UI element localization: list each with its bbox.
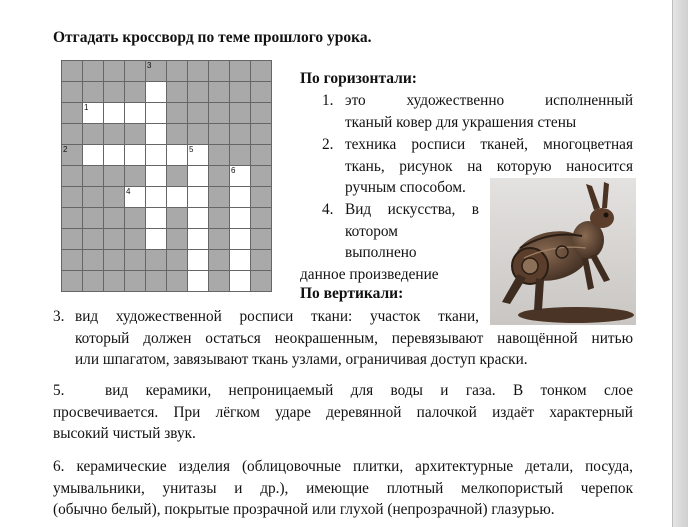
crossword-open-cell — [230, 187, 251, 208]
crossword-filled-cell — [104, 229, 125, 250]
crossword-open-cell — [83, 103, 104, 124]
crossword-open-cell — [125, 187, 146, 208]
crossword-filled-cell — [251, 250, 272, 271]
crossword-filled-cell — [62, 229, 83, 250]
crossword-filled-cell — [251, 145, 272, 166]
clue-2-line-3: ручным способом. — [345, 179, 466, 196]
crossword-filled-cell — [209, 61, 230, 82]
clue-number-label: 5 — [189, 145, 194, 154]
crossword-filled-cell — [188, 82, 209, 103]
crossword-filled-cell — [209, 250, 230, 271]
crossword-filled-cell — [167, 229, 188, 250]
crossword-open-cell — [230, 271, 251, 292]
horizontal-heading: По горизонтали: — [300, 70, 417, 87]
sculpture-photo — [490, 178, 636, 325]
crossword-filled-cell — [62, 103, 83, 124]
crossword-filled-cell — [251, 61, 272, 82]
crossword-filled-cell — [209, 103, 230, 124]
crossword-filled-cell — [83, 61, 104, 82]
crossword-filled-cell — [167, 61, 188, 82]
clue-5-number: 5. — [53, 382, 65, 399]
crossword-filled-cell — [209, 166, 230, 187]
crossword-filled-cell — [83, 250, 104, 271]
crossword-open-cell — [146, 187, 167, 208]
vertical-heading: По вертикали: — [300, 285, 404, 302]
crossword-filled-cell — [125, 61, 146, 82]
crossword-open-cell — [230, 208, 251, 229]
crossword-open-cell — [146, 208, 167, 229]
crossword-filled-cell — [125, 271, 146, 292]
crossword-filled-cell — [167, 250, 188, 271]
crossword-filled-cell — [125, 208, 146, 229]
crossword-filled-cell — [251, 187, 272, 208]
clue-6-line-1: 6. керамические изделия (облицовочные плитки, архитектурные детали, посуда, — [53, 458, 633, 475]
clue-3-line-2: который должен остаться неокрашенным, перевязывают навощённой нитью — [75, 330, 633, 347]
crossword-filled-cell — [251, 229, 272, 250]
crossword-filled-cell — [104, 187, 125, 208]
crossword-filled-cell — [209, 82, 230, 103]
clue-1-line-1: это художественно исполненный — [345, 92, 633, 109]
clue-5-line-2: просвечивается. При лёгком ударе деревянной палочкой издаёт характерный — [53, 404, 633, 421]
crossword-filled-cell — [230, 103, 251, 124]
crossword-filled-cell — [104, 82, 125, 103]
crossword-filled-cell — [251, 124, 272, 145]
crossword-filled-cell — [125, 124, 146, 145]
crossword-open-cell — [146, 103, 167, 124]
clue-5-line-1: вид керамики, непроницаемый для воды и газа. В тонком слое — [105, 382, 633, 399]
crossword-filled-cell — [167, 271, 188, 292]
clue-1-number: 1. — [322, 92, 334, 109]
crossword-open-cell — [188, 145, 209, 166]
crossword-filled-cell — [251, 271, 272, 292]
clue-3-number: 3. — [53, 308, 65, 325]
crossword-open-cell — [188, 250, 209, 271]
crossword-filled-cell — [125, 166, 146, 187]
crossword-filled-cell — [62, 187, 83, 208]
crossword-filled-cell — [209, 124, 230, 145]
crossword-filled-cell — [251, 166, 272, 187]
crossword-filled-cell — [167, 166, 188, 187]
crossword-filled-cell — [62, 208, 83, 229]
crossword-filled-cell — [83, 82, 104, 103]
clue-2-line-2: ткань, рисунок на которую наносится — [345, 158, 633, 175]
crossword-open-cell — [104, 103, 125, 124]
crossword-filled-cell — [146, 61, 167, 82]
crossword-open-cell — [146, 145, 167, 166]
crossword-open-cell — [188, 271, 209, 292]
crossword-filled-cell — [104, 61, 125, 82]
clue-number-label: 1 — [84, 103, 89, 112]
crossword-open-cell — [83, 145, 104, 166]
crossword-filled-cell — [209, 208, 230, 229]
crossword-filled-cell — [167, 124, 188, 145]
crossword-filled-cell — [83, 166, 104, 187]
crossword-filled-cell — [230, 145, 251, 166]
crossword-filled-cell — [167, 103, 188, 124]
crossword-open-cell — [188, 166, 209, 187]
crossword-filled-cell — [230, 82, 251, 103]
clue-number-label: 4 — [126, 187, 131, 196]
crossword-open-cell — [167, 187, 188, 208]
crossword-filled-cell — [104, 166, 125, 187]
crossword-filled-cell — [83, 208, 104, 229]
crossword-filled-cell — [125, 82, 146, 103]
crossword-open-cell — [188, 229, 209, 250]
clue-5-line-3: высокий чистый звук. — [53, 425, 196, 442]
crossword-filled-cell — [251, 103, 272, 124]
clue-6-line-3: (обычно белый), покрытые прозрачной или глухой (непрозрачной) глазурью. — [53, 501, 555, 518]
clue-1-line-2: тканый ковер для украшения стены — [345, 114, 577, 131]
crossword-filled-cell — [251, 82, 272, 103]
crossword-filled-cell — [188, 103, 209, 124]
crossword-open-cell — [146, 229, 167, 250]
crossword-filled-cell — [188, 124, 209, 145]
clue-number-label: 2 — [63, 145, 68, 154]
crossword-filled-cell — [62, 145, 83, 166]
crossword-filled-cell — [62, 250, 83, 271]
clue-number-label: 6 — [231, 166, 236, 175]
crossword-open-cell — [188, 208, 209, 229]
crossword-filled-cell — [104, 271, 125, 292]
clue-4-tail: данное произведение — [300, 266, 439, 283]
crossword-open-cell — [230, 250, 251, 271]
crossword-open-cell — [125, 103, 146, 124]
crossword-filled-cell — [188, 61, 209, 82]
crossword-open-cell — [146, 166, 167, 187]
crossword-filled-cell — [62, 166, 83, 187]
crossword-filled-cell — [83, 229, 104, 250]
crossword-filled-cell — [167, 208, 188, 229]
crossword-filled-cell — [62, 82, 83, 103]
page-edge-shadow — [672, 0, 688, 527]
crossword-filled-cell — [125, 229, 146, 250]
crossword-filled-cell — [167, 82, 188, 103]
crossword-filled-cell — [209, 229, 230, 250]
crossword-open-cell — [167, 145, 188, 166]
clue-3-line-3: или шпагатом, завязывают ткань узлами, ограничивая доступ краски. — [75, 351, 528, 368]
crossword-filled-cell — [83, 187, 104, 208]
clue-2-line-1: техника росписи тканей, многоцветная — [345, 136, 633, 153]
crossword-open-cell — [230, 229, 251, 250]
crossword-filled-cell — [83, 271, 104, 292]
crossword-filled-cell — [209, 187, 230, 208]
crossword-filled-cell — [104, 250, 125, 271]
clue-2-number: 2. — [322, 136, 334, 153]
crossword-filled-cell — [146, 271, 167, 292]
task-title: Отгадать кроссворд по теме прошлого урока. — [53, 29, 372, 46]
clue-3-line-1: вид художественной росписи ткани: участок ткани, — [75, 308, 479, 325]
crossword-filled-cell — [104, 208, 125, 229]
clue-4-line-1: Вид искусства, в — [345, 201, 479, 218]
crossword-open-cell — [146, 124, 167, 145]
clue-number-label: 3 — [147, 61, 152, 70]
crossword-filled-cell — [125, 250, 146, 271]
crossword-open-cell — [188, 187, 209, 208]
clue-4-number: 4. — [322, 201, 334, 218]
crossword-filled-cell — [251, 208, 272, 229]
crossword-filled-cell — [62, 271, 83, 292]
clue-6-line-2: умывальники, унитазы и др.), имеющие плотный мелкопористый черепок — [53, 480, 633, 497]
crossword-open-cell — [104, 145, 125, 166]
crossword-filled-cell — [62, 124, 83, 145]
crossword-open-cell — [230, 166, 251, 187]
crossword-filled-cell — [104, 124, 125, 145]
crossword-grid — [61, 60, 272, 292]
crossword-filled-cell — [209, 145, 230, 166]
clue-4-line-3: выполнено — [345, 244, 417, 261]
crossword-filled-cell — [230, 61, 251, 82]
crossword-filled-cell — [209, 271, 230, 292]
crossword-open-cell — [125, 145, 146, 166]
crossword-filled-cell — [146, 250, 167, 271]
crossword-open-cell — [146, 82, 167, 103]
crossword-filled-cell — [62, 61, 83, 82]
crossword-filled-cell — [230, 124, 251, 145]
crossword-filled-cell — [83, 124, 104, 145]
clue-4-line-2: котором — [345, 223, 398, 240]
